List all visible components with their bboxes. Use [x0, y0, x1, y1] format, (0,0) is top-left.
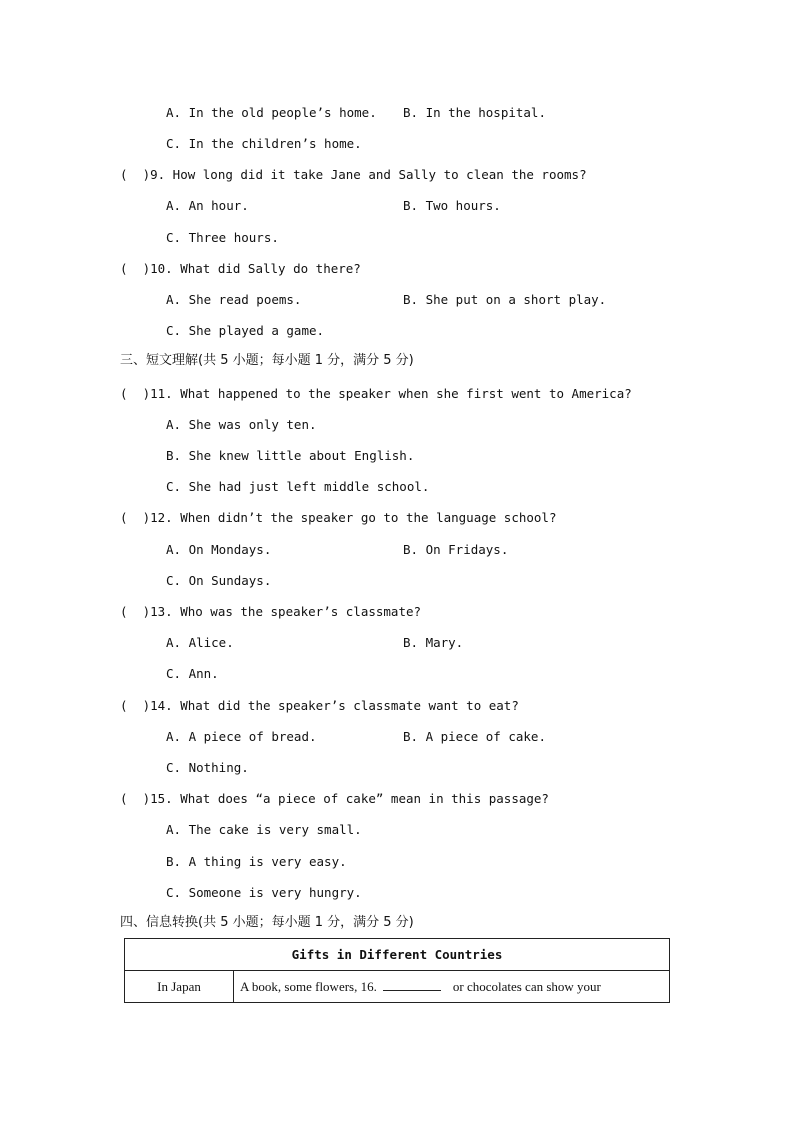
option-14c: C. Nothing. [166, 760, 249, 775]
option-9c: C. Three hours. [166, 230, 279, 245]
option-8b: B. In the hospital. [403, 105, 546, 120]
gift-text-before: A book, some flowers, 16. [240, 978, 377, 994]
table-row [125, 971, 670, 1003]
question-13: ( )13. Who was the speaker’s classmate? [120, 604, 422, 619]
table-header: Gifts in Different Countries [125, 939, 670, 971]
gift-description-cell [234, 971, 670, 1003]
gifts-table [124, 938, 670, 1003]
option-12b: B. On Fridays. [403, 542, 509, 557]
country-cell: In Japan [125, 971, 234, 1003]
option-12a: A. On Mondays. [166, 542, 272, 557]
option-12c: C. On Sundays. [166, 573, 272, 588]
option-8c: C. In the children’s home. [166, 136, 362, 151]
option-10a: A. She read poems. [166, 292, 302, 307]
option-13b: B. Mary. [403, 635, 464, 650]
option-11c: C. She had just left middle school. [166, 479, 430, 494]
option-9b: B. Two hours. [403, 198, 501, 213]
option-11a: A. She was only ten. [166, 417, 317, 432]
question-14: ( )14. What did the speaker’s classmate want to eat? [120, 698, 519, 713]
gift-text-after: or chocolates can show your [452, 978, 601, 994]
option-15b: B. A thing is very easy. [166, 854, 347, 869]
section-3-title: 三、短文理解(共 5 小题；每小题 1 分，满分 5 分) [120, 353, 414, 368]
question-9: ( )9. How long did it take Jane and Sally to clean the rooms? [120, 167, 587, 182]
section-4-title: 四、信息转换(共 5 小题；每小题 1 分，满分 5 分) [120, 915, 414, 930]
option-13c: C. Ann. [166, 666, 219, 681]
option-10b: B. She put on a short play. [403, 292, 607, 307]
option-8a: A. In the old people’s home. [166, 105, 377, 120]
question-15: ( )15. What does “a piece of cake” mean in this passage? [120, 791, 549, 806]
question-11: ( )11. What happened to the speaker when she first went to America? [120, 386, 632, 401]
option-15a: A. The cake is very small. [166, 822, 362, 837]
option-11b: B. She knew little about English. [166, 448, 415, 463]
question-12: ( )12. When didn’t the speaker go to the language school? [120, 510, 557, 525]
option-13a: A. Alice. [166, 635, 234, 650]
answer-blank-16[interactable] [383, 980, 441, 991]
option-14b: B. A piece of cake. [403, 729, 546, 744]
question-10: ( )10. What did Sally do there? [120, 261, 361, 276]
option-10c: C. She played a game. [166, 323, 325, 338]
option-9a: A. An hour. [166, 198, 249, 213]
option-14a: A. A piece of bread. [166, 729, 317, 744]
option-15c: C. Someone is very hungry. [166, 885, 362, 900]
